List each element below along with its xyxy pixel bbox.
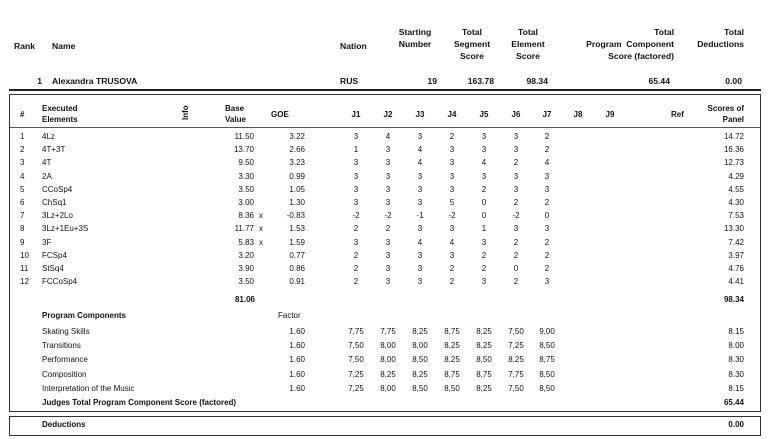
component-score: 8.15	[728, 383, 744, 393]
component-name: Interpretation of the Music	[42, 383, 135, 393]
elements-totals-row	[0, 295, 768, 306]
component-name: Performance	[42, 355, 88, 365]
judge-score: 2	[353, 277, 359, 287]
element-code: 4T+3T	[42, 145, 66, 155]
factor-header: Factor	[278, 311, 301, 320]
panel-score: 7.42	[728, 237, 744, 247]
judge-score: 3	[353, 158, 359, 168]
base-value: 11.50	[234, 132, 254, 141]
base-value: 3.50	[238, 184, 254, 194]
component-judge-score: 8,50	[412, 355, 428, 365]
judge-score: 2	[481, 264, 487, 273]
judge-score: 3	[417, 277, 423, 287]
judge-header: J5	[479, 110, 489, 119]
component-name: Skating Skills	[42, 327, 90, 336]
component-judge-score: 7,25	[348, 369, 364, 379]
ref-header: Ref	[671, 110, 684, 119]
judge-score: 3	[385, 277, 391, 287]
judge-score: 3	[353, 184, 359, 194]
judge-score: 2	[449, 264, 455, 273]
element-code: 4Lz	[42, 132, 55, 141]
element-number: 2	[20, 145, 25, 155]
summary-divider	[9, 89, 761, 91]
goe-header: GOE	[271, 110, 289, 119]
goe-value: 3.22	[289, 132, 305, 141]
judge-score: 3	[513, 224, 519, 234]
judge-score: 3	[385, 250, 391, 260]
element-number: 8	[20, 224, 25, 234]
starting-number-value: 19	[427, 76, 437, 86]
base-value: 3.20	[238, 250, 254, 260]
rank-header: Rank	[14, 41, 36, 51]
judge-score: 3	[544, 171, 550, 181]
judge-score: 2	[449, 132, 455, 141]
component-judge-score: 8,50	[539, 369, 555, 379]
table-row	[0, 145, 768, 156]
judge-score: 2	[513, 250, 519, 260]
pcs-total-row	[0, 398, 768, 409]
goe-value: 1.05	[289, 184, 305, 194]
judge-header: J8	[573, 110, 583, 119]
element-code: 2A	[42, 171, 52, 181]
judge-score: 2	[353, 224, 359, 234]
panel-score: 3.97	[728, 250, 744, 260]
judge-score: 0	[481, 198, 487, 207]
pcs-total-value: 65.44	[723, 398, 744, 407]
judge-score: 3	[385, 145, 391, 155]
base-total: 81.06	[234, 295, 255, 304]
judge-score: 2	[513, 198, 519, 207]
judge-score: 2	[481, 184, 487, 194]
base-value: 3.50	[238, 277, 254, 287]
component-judge-score: 8,25	[476, 341, 492, 351]
element-number: 12	[20, 277, 29, 287]
info-header: Info	[181, 105, 190, 120]
judge-header: J9	[605, 110, 615, 119]
base-value: 5.83	[238, 237, 254, 247]
judge-score: 0	[544, 211, 550, 221]
element-code: FCCoSp4	[42, 277, 78, 287]
base-value: 3.30	[238, 171, 254, 181]
judge-header: J7	[542, 110, 552, 119]
element-code: ChSq1	[42, 198, 67, 207]
element-number: 1	[20, 132, 25, 141]
goe-value: 0.86	[289, 264, 305, 273]
component-judge-score: 8,75	[444, 369, 460, 379]
judge-score: 1	[353, 145, 359, 155]
component-judge-score: 8,25	[444, 355, 460, 365]
component-judge-score: 8,50	[444, 383, 460, 393]
component-judge-score: 8,75	[444, 327, 460, 336]
table-row	[0, 198, 768, 209]
component-judge-score: 8,75	[539, 355, 555, 365]
panel-score: 16.36	[723, 145, 744, 155]
panel-score: 13.30	[723, 224, 744, 234]
judge-score: 3	[481, 145, 487, 155]
judge-score: 2	[353, 264, 359, 273]
component-name: Composition	[42, 369, 87, 379]
deductions-row	[0, 420, 768, 431]
judge-score: 3	[353, 237, 359, 247]
judge-score: 3	[353, 132, 359, 141]
judge-score: 3	[385, 158, 391, 168]
component-judge-score: 8,25	[444, 341, 460, 351]
rank-value: 1	[37, 76, 42, 86]
table-row	[0, 211, 768, 222]
component-judge-score: 7,50	[348, 355, 364, 365]
base-value: 3.00	[238, 198, 254, 207]
program-component-row	[0, 355, 768, 366]
judge-score: 2	[481, 250, 487, 260]
element-number: 5	[20, 184, 25, 194]
component-score: 8.30	[728, 355, 744, 365]
judge-score: 2	[513, 158, 519, 168]
element-number: 9	[20, 237, 25, 247]
elements-header	[0, 100, 768, 128]
judge-score: 1	[481, 224, 487, 234]
element-code: CCoSp4	[42, 184, 73, 194]
pcs-total-label: Judges Total Program Component Score (factored)	[42, 398, 237, 407]
judge-score: 2	[353, 250, 359, 260]
goe-value: 0.77	[289, 250, 305, 260]
judge-score: 2	[544, 264, 550, 273]
element-number: 7	[20, 211, 25, 221]
base-header: Base Value	[225, 104, 246, 124]
component-judge-score: 8,75	[476, 369, 492, 379]
panel-score: 12.73	[723, 158, 744, 168]
judge-score: -2	[512, 211, 520, 221]
judge-score: 2	[513, 277, 519, 287]
judge-score: 3	[449, 224, 455, 234]
goe-value: 0.91	[289, 277, 305, 287]
table-row	[0, 132, 768, 143]
element-number: 11	[20, 264, 29, 273]
judge-score: 3	[481, 171, 487, 181]
judge-score: 3	[513, 184, 519, 194]
judge-score: 3	[417, 224, 423, 234]
component-judge-score: 8,50	[476, 355, 492, 365]
program-component-row	[0, 327, 768, 338]
program-components-title: Program Components	[42, 311, 127, 320]
element-code: 3Lz+2Lo	[42, 211, 73, 221]
judge-score: 3	[481, 277, 487, 287]
element-code: StSq4	[42, 264, 64, 273]
judge-score: 3	[417, 171, 423, 181]
component-judge-score: 8,50	[539, 341, 555, 351]
component-judge-score: 7,25	[348, 383, 364, 393]
component-factor: 1.60	[289, 383, 305, 393]
tss-value: 163.78	[467, 76, 494, 86]
judge-score: 3	[449, 145, 455, 155]
element-code: 4T	[42, 158, 52, 168]
judge-score: 3	[544, 224, 550, 234]
goe-value: 3.23	[289, 158, 305, 168]
program-component-row	[0, 384, 768, 395]
component-judge-score: 7,50	[348, 341, 364, 351]
table-row	[0, 264, 768, 275]
judge-score: 2	[544, 237, 550, 247]
judge-score: -2	[352, 211, 360, 221]
table-row	[0, 185, 768, 196]
base-value: 11.77	[234, 224, 254, 234]
second-half-marker: x	[259, 224, 263, 234]
component-judge-score: 8,25	[380, 369, 396, 379]
judge-score: 4	[385, 132, 391, 141]
tss-header: Total Segment Score	[453, 27, 491, 61]
judge-score: 3	[449, 158, 455, 168]
component-score: 8.15	[728, 327, 744, 336]
judge-score: 3	[417, 132, 423, 141]
component-judge-score: 8,00	[412, 341, 428, 351]
component-judge-score: 9,00	[539, 327, 555, 336]
component-judge-score: 8,25	[412, 369, 428, 379]
judge-score: 4	[544, 158, 550, 168]
nation-header: Nation	[340, 41, 367, 51]
judge-score: 2	[385, 224, 391, 234]
component-judge-score: 8,25	[508, 355, 524, 365]
component-factor: 1.60	[289, 341, 305, 351]
base-value: 13.70	[233, 145, 254, 155]
judge-score: 3	[449, 250, 455, 260]
judge-score: 2	[544, 250, 550, 260]
element-header: Executed Elements	[42, 104, 78, 124]
panel-score: 4.55	[728, 184, 744, 194]
judge-score: 3	[417, 198, 423, 207]
judge-header: J1	[351, 110, 361, 119]
base-value: 8.36	[238, 211, 254, 221]
judge-score: 3	[481, 132, 487, 141]
goe-value: 1.30	[289, 198, 305, 207]
skater-summary-row	[0, 75, 768, 87]
judge-score: 2	[513, 237, 519, 247]
base-value: 9.50	[238, 158, 254, 168]
component-name: Transitions	[42, 341, 81, 351]
component-judge-score: 7,25	[508, 341, 524, 351]
component-factor: 1.60	[289, 355, 305, 365]
judge-score: 3	[417, 264, 423, 273]
component-judge-score: 8,00	[380, 355, 396, 365]
pcs-value: 65.44	[648, 76, 670, 86]
component-judge-score: 8,25	[476, 327, 492, 336]
tes-header: Total Element Score	[511, 27, 545, 61]
component-judge-score: 8,00	[380, 341, 396, 351]
judge-score: 2	[449, 277, 455, 287]
component-judge-score: 7,75	[508, 369, 524, 379]
component-judge-score: 8,25	[476, 383, 492, 393]
judge-score: 3	[353, 198, 359, 207]
component-judge-score: 7,75	[380, 327, 396, 336]
goe-value: 1.53	[289, 224, 305, 234]
deductions-value: 0.00	[725, 76, 742, 86]
header-divider	[10, 127, 760, 128]
component-factor: 1.60	[289, 369, 305, 379]
judge-score: 3	[385, 171, 391, 181]
judge-score: 3	[385, 237, 391, 247]
deductions-total: 0.00	[728, 420, 744, 429]
table-row	[0, 238, 768, 249]
panel-score: 4.76	[728, 264, 744, 273]
component-judge-score: 7,50	[508, 383, 524, 393]
judge-score: 5	[449, 198, 455, 207]
table-row	[0, 277, 768, 288]
element-number: 6	[20, 198, 25, 207]
element-code: FCSp4	[42, 250, 67, 260]
judge-header: J3	[415, 110, 425, 119]
score-header: Scores of Panel	[707, 104, 744, 124]
nation-value: RUS	[340, 76, 359, 86]
element-code: 3F	[42, 237, 52, 247]
element-number: 4	[20, 171, 25, 181]
judge-score: 2	[544, 132, 550, 141]
program-component-row	[0, 341, 768, 352]
panel-score: 4.30	[728, 198, 744, 207]
judge-header: J2	[383, 110, 393, 119]
judge-score: 2	[544, 198, 550, 207]
judge-score: 3	[385, 198, 391, 207]
judge-score: 4	[449, 237, 455, 247]
component-score: 8.00	[728, 341, 744, 351]
judge-score: 3	[385, 264, 391, 273]
judge-score: 3	[513, 132, 519, 141]
deductions-label: Deductions	[42, 420, 86, 429]
judge-score: -2	[384, 211, 392, 221]
judge-score: 2	[544, 145, 550, 155]
second-half-marker: x	[259, 237, 263, 247]
table-row	[0, 224, 768, 235]
table-row	[0, 251, 768, 262]
judge-score: 0	[513, 264, 519, 273]
base-value: 3.90	[238, 264, 254, 273]
judge-score: -2	[448, 211, 456, 221]
element-number: 10	[20, 250, 29, 260]
judge-score: 3	[544, 277, 550, 287]
goe-value: 0.99	[289, 171, 305, 181]
judge-score: -1	[416, 211, 424, 221]
judge-score: 3	[385, 184, 391, 194]
judge-score: 3	[417, 184, 423, 194]
element-number: 3	[20, 158, 25, 168]
tes-value: 98.34	[526, 76, 548, 86]
judge-score: 4	[417, 145, 423, 155]
panel-score: 4.29	[728, 171, 744, 181]
judge-header: J6	[511, 110, 521, 119]
table-row	[0, 172, 768, 183]
panel-score: 7.53	[728, 211, 744, 221]
judge-score: 3	[513, 171, 519, 181]
goe-value: 2.66	[289, 145, 305, 155]
score-total: 98.34	[723, 295, 744, 304]
judge-score: 3	[449, 171, 455, 181]
summary-header	[0, 0, 768, 72]
table-row	[0, 158, 768, 169]
component-judge-score: 8,50	[412, 383, 428, 393]
goe-value: 1.59	[289, 237, 305, 247]
component-judge-score: 8,50	[539, 383, 555, 393]
component-factor: 1.60	[289, 327, 305, 336]
num-header: #	[20, 110, 25, 119]
judge-score: 3	[417, 250, 423, 260]
panel-score: 14.72	[723, 132, 744, 141]
element-code: 3Lz+1Eu+3S	[42, 224, 89, 234]
panel-score: 4.41	[728, 277, 744, 287]
judge-score: 3	[544, 184, 550, 194]
skater-name: Alexandra TRUSOVA	[52, 76, 138, 86]
starting-number-header: Starting Number	[398, 27, 432, 49]
component-judge-score: 7,75	[348, 327, 364, 336]
goe-value: -0.83	[286, 211, 305, 221]
program-components-header	[0, 311, 768, 322]
deductions-header: Total Deductions	[697, 27, 744, 49]
component-score: 8.30	[728, 369, 744, 379]
pcs-header: Total Program Component Score (factored)	[586, 27, 674, 61]
component-judge-score: 7,50	[508, 327, 524, 336]
judge-score: 3	[449, 184, 455, 194]
judge-score: 3	[353, 171, 359, 181]
judge-header: J4	[447, 110, 457, 119]
program-component-row	[0, 370, 768, 381]
judge-score: 4	[417, 237, 423, 247]
judge-score: 4	[417, 158, 423, 168]
judge-score: 3	[513, 145, 519, 155]
judge-score: 4	[481, 158, 487, 168]
component-judge-score: 8,00	[380, 383, 396, 393]
second-half-marker: x	[259, 211, 263, 221]
judge-score: 3	[481, 237, 487, 247]
component-judge-score: 8,25	[412, 327, 428, 336]
name-header: Name	[52, 41, 76, 51]
judge-score: 0	[481, 211, 487, 221]
